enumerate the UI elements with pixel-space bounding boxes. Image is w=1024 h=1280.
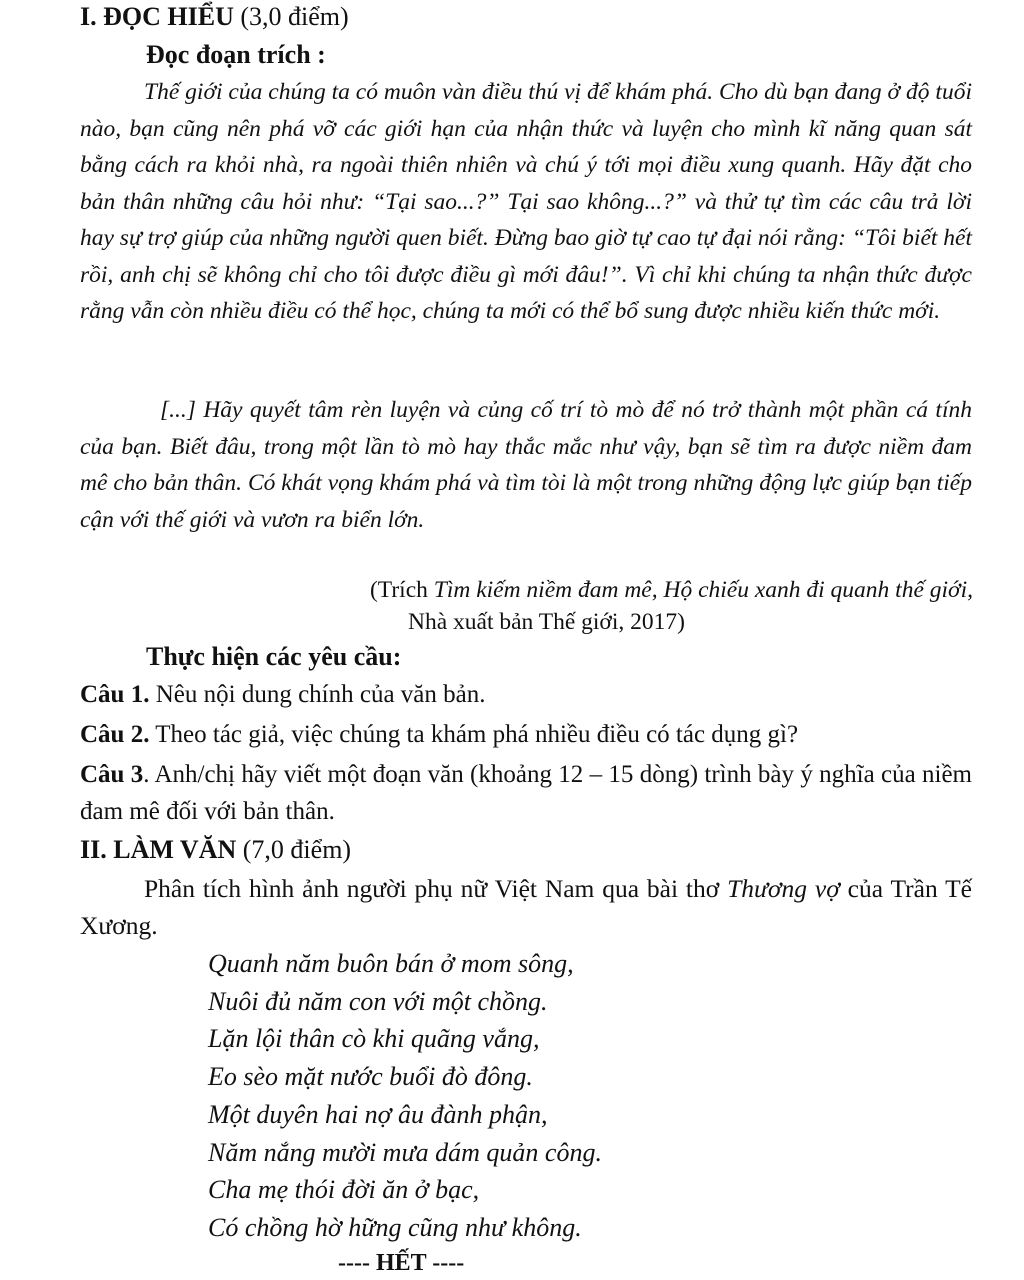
section2-heading [80,833,351,867]
writing-task-text: Phân tích hình ảnh người phụ nữ Việt Nam qua bài thơ [144,874,728,903]
poem [208,945,602,1247]
question-3-text: . Anh/chị hãy viết một đoạn văn (khoảng 12 – 15 dòng) trình bày ý nghĩa của niềm đam mê đối với bản thân. [80,761,972,825]
excerpt-paragraph-1: Thế giới của chúng ta có muôn vàn điều thú vị để khám phá. Cho dù bạn đang ở độ tuổi nào, bạn cũng nên phá vỡ các giới hạn của nhận thức và luyện cho mình kĩ năng quan sát bằng cách ra khỏi nhà, ra ngoài thiên nhiên và chú ý tới mọi điều xung quanh. Hãy đặt cho bản thân những câu hỏi như: “Tại sao...?” Tại sao không...?” và thử tự tìm các câu trả lời hay sự trợ giúp của những người quen biết. Đừng bao giờ tự cao tự đại nói rằng: “Tôi biết hết rồi, anh chị sẽ không chỉ cho tôi được điều gì mới đâu!”. Vì chỉ khi chúng ta nhận thức được rằng vẫn còn nhiều điều có thể học, chúng ta mới có thể bổ sung được nhiều kiến thức mới. [80,79,972,324]
writing-task-suffix: của Trần Tế Xương. [80,874,972,940]
poem-line: Có chồng hờ hững cũng như không. [208,1212,582,1242]
source-citation-line1 [80,572,973,608]
question-3 [80,756,972,830]
question-1 [80,676,972,713]
source-title: Tìm kiếm niềm đam mê, Hộ chiếu xanh đi quanh thế giới, [433,577,973,603]
question-2-label: Câu 2. [80,721,150,748]
section1-title: I. ĐỌC HIỂU [80,2,234,31]
poem-line: Eo sèo mặt nước buổi đò đông. [208,1062,533,1092]
source-prefix: (Trích [369,577,434,603]
poem-line: Lặn lội thân cò khi quãng vắng, [208,1024,540,1054]
poem-line: Một duyên hai nợ âu đành phận, [208,1099,548,1129]
section1-points: (3,0 điểm) [240,2,349,31]
question-1-label: Câu 1. [80,681,150,708]
source-citation-line2: Nhà xuất bản Thế giới, 2017) [408,609,685,635]
poem-line: Cha mẹ thói đời ăn ở bạc, [208,1175,480,1205]
section2-points: (7,0 điểm) [242,835,352,864]
end-mark: ---- HẾT ---- [338,1250,465,1276]
writing-task [80,870,972,944]
excerpt-paragraph-2: [...] Hãy quyết tâm rèn luyện và củng cố trí tò mò để nó trở thành một phần cá tính của bạn. Biết đâu, trong một lần tò mò hay thắc mắc như vậy, bạn sẽ tìm ra được niềm đam mê cho bản thân. Có khát vọng khám phá và tìm tòi là một trong những động lực giúp bạn tiếp cận với thế giới và vươn ra biển lớn. [80,397,972,533]
section2-title: II. LÀM VĂN [80,835,237,864]
question-2-text: Theo tác giả, việc chúng ta khám phá nhiều điều có tác dụng gì? [149,721,799,748]
poem-title: Thương vợ [727,874,840,903]
poem-line: Quanh năm buôn bán ở mom sông, [208,949,574,978]
question-2 [80,716,972,753]
tasks-heading: Thực hiện các yêu cầu: [146,642,402,671]
question-3-label: Câu 3 [80,761,144,788]
poem-line: Nuôi đủ năm con với một chồng. [208,986,548,1016]
section1-heading [80,0,349,34]
read-label: Đọc đoạn trích : [146,40,326,69]
question-1-text: Nêu nội dung chính của văn bản. [149,681,486,708]
poem-line: Năm nắng mười mưa dám quản công. [208,1137,602,1167]
